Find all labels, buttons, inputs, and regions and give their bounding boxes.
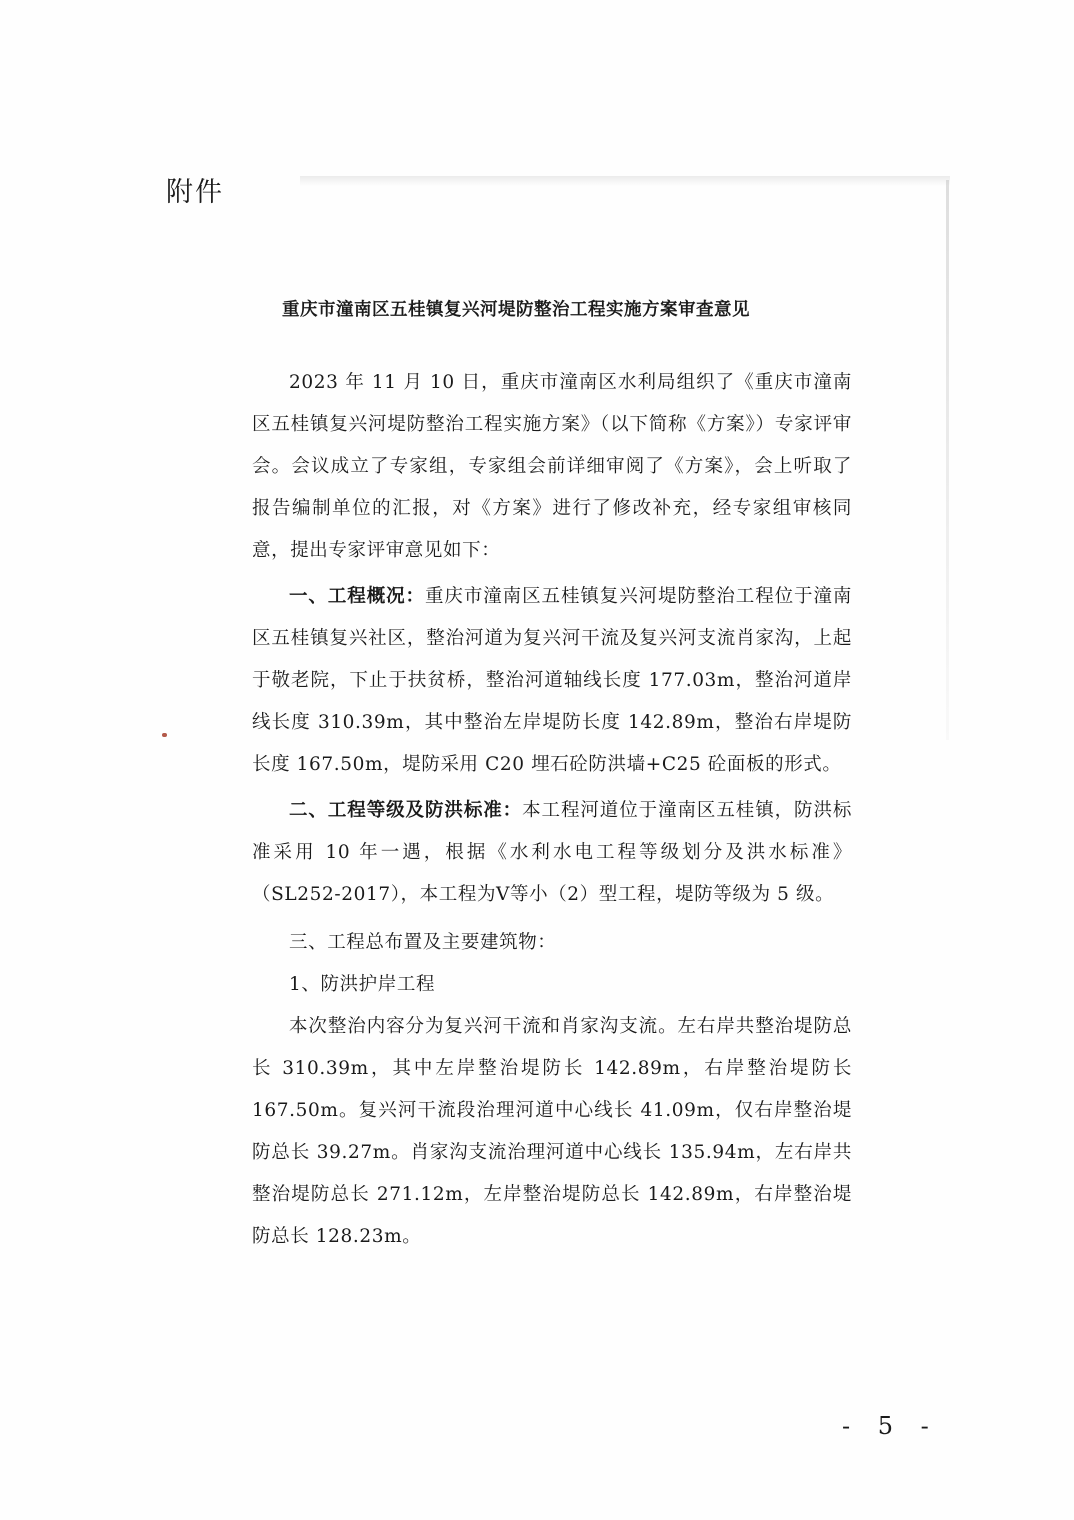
scan-mark: [162, 733, 167, 737]
document-title: 重庆市潼南区五桂镇复兴河堤防整治工程实施方案审查意见: [282, 300, 750, 320]
section-2-text: 本工程河道位于潼南区五桂镇，防洪标准采用 10 年一遇，根据《水利水电工程等级划分及洪水标准》（SL252-2017），本工程为Ⅴ等小（2）型工程，堤防等级为 5 级。: [252, 800, 853, 905]
attachment-label: 附件: [166, 177, 224, 208]
section-2-heading: 二、工程等级及防洪标准：: [289, 800, 523, 821]
page-number: - 5 -: [842, 1412, 939, 1440]
intro-paragraph: 2023 年 11 月 10 日，重庆市潼南区水利局组织了《重庆市潼南区五桂镇复兴河堤防整治工程实施方案》（以下简称《方案》）专家评审会。会议成立了专家组，专家组会前详细审阅了《方案》，会上听取了报告编制单位的汇报，对《方案》进行了修改补充，经专家组审核同意，提出专家评审意见如下：: [252, 372, 852, 561]
section-2-paragraph: [252, 790, 852, 916]
section-3-heading-paragraph: [252, 922, 852, 964]
section-3-heading: 三、工程总布置及主要建筑物：: [289, 932, 557, 953]
scan-edge-line: [946, 180, 949, 740]
scan-shadow: [300, 176, 950, 186]
section-1-heading: 一、工程概况：: [289, 586, 425, 607]
section-1-text: 重庆市潼南区五桂镇复兴河堤防整治工程位于潼南区五桂镇复兴社区，整治河道为复兴河干流及复兴河支流肖家沟，上起于敬老院，下止于扶贫桥，整治河道轴线长度 177.03m，整治河道岸线长度 310.39m，其中整治左岸堤防长度 142.89m，整治右岸堤防长度 167.50m，堤防采用 C20 埋石砼防洪墙+C25 砼面板的形式。: [252, 586, 853, 775]
document-body: [252, 362, 852, 1258]
section-3-subheading: 1、防洪护岸工程: [289, 974, 436, 995]
section-3-paragraph: 本次整治内容分为复兴河干流和肖家沟支流。左右岸共整治堤防总长 310.39m，其中左岸整治堤防长 142.89m，右岸整治堤防长 167.50m。复兴河干流段治理河道中心线长 41.09m，仅右岸整治堤防总长 39.27m。肖家沟支流治理河道中心线长 135.94m，左右岸共整治堤防总长 271.12m，左岸整治堤防总长 142.89m，右岸整治堤防总长 128.23m。: [252, 1016, 852, 1247]
section-1-paragraph: [252, 576, 852, 786]
